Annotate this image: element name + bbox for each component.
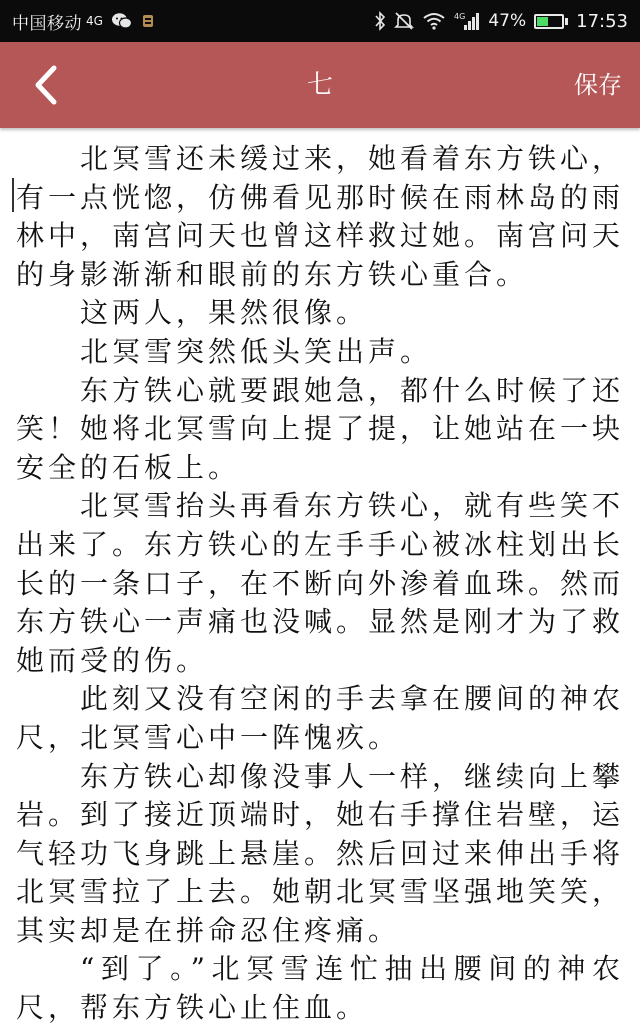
status-bar — [0, 0, 640, 42]
paragraph: 北冥雪抬头再看东方铁心，就有些笑不出来了。东方铁心的左手手心被冰柱划出长长的一条口子，在不断向外渗着血珠。然而东方铁心一声痛也没喊。显然是刚才为了救她而受的伤。 — [16, 489, 625, 677]
bluetooth-icon — [374, 11, 386, 31]
text-cursor — [12, 178, 14, 212]
paragraph: 这两人，果然很像。 — [80, 296, 369, 330]
network-type: 4G — [86, 14, 103, 28]
clock: 17:53 — [576, 10, 628, 32]
battery-percent: 47% — [488, 11, 527, 31]
back-button[interactable] — [24, 64, 66, 106]
paragraph: 东方铁心却像没事人一样，继续向上攀岩。到了接近顶端时，她右手撑住岩壁，运气轻功飞身跳上悬崖。然后回过来伸出手将北冥雪拉了上去。她朝北冥雪坚强地笑笑，其实却是在拼命忍住疼痛。 — [16, 759, 625, 947]
mute-icon — [394, 11, 414, 31]
paragraph: “到了。”北冥雪连忙抽出腰间的神农尺，帮东方铁心止住血。 — [16, 952, 624, 1025]
app-toolbar — [0, 42, 640, 128]
status-right — [374, 11, 628, 32]
notification-icon — [141, 12, 155, 30]
wifi-icon — [422, 12, 446, 30]
chapter-title: 七 — [306, 70, 333, 100]
paragraph: 北冥雪还未缓过来，她看着东方铁心，有一点恍惚，仿佛看见那时候在雨林岛的雨林中，南宫问天也曾这样救过她。南宫问天的身影渐渐和眼前的东方铁心重合。 — [16, 142, 625, 291]
battery-fill — [537, 17, 548, 26]
svg-text:4G: 4G — [454, 12, 466, 21]
wechat-icon — [111, 12, 133, 30]
paragraph: 此刻又没有空闲的手去拿在腰间的神农尺，北冥雪心中一阵愧疚。 — [16, 682, 625, 754]
save-button[interactable]: 保存 — [574, 71, 622, 99]
status-left — [12, 9, 155, 34]
paragraph: 北冥雪突然低头笑出声。 — [80, 334, 433, 368]
battery-body — [534, 14, 564, 29]
chevron-left-icon — [30, 64, 60, 106]
chapter-editor[interactable] — [0, 128, 640, 1025]
battery-icon — [534, 14, 568, 29]
carrier-label: 中国移动 — [12, 13, 82, 34]
paragraph: 东方铁心就要跟她急，都什么时候了还笑！她将北冥雪向上提了提，让她站在一块安全的石板上。 — [16, 373, 625, 484]
signal-icon — [454, 11, 480, 31]
chapter-text[interactable] — [16, 140, 624, 1028]
battery-cap — [565, 18, 568, 25]
